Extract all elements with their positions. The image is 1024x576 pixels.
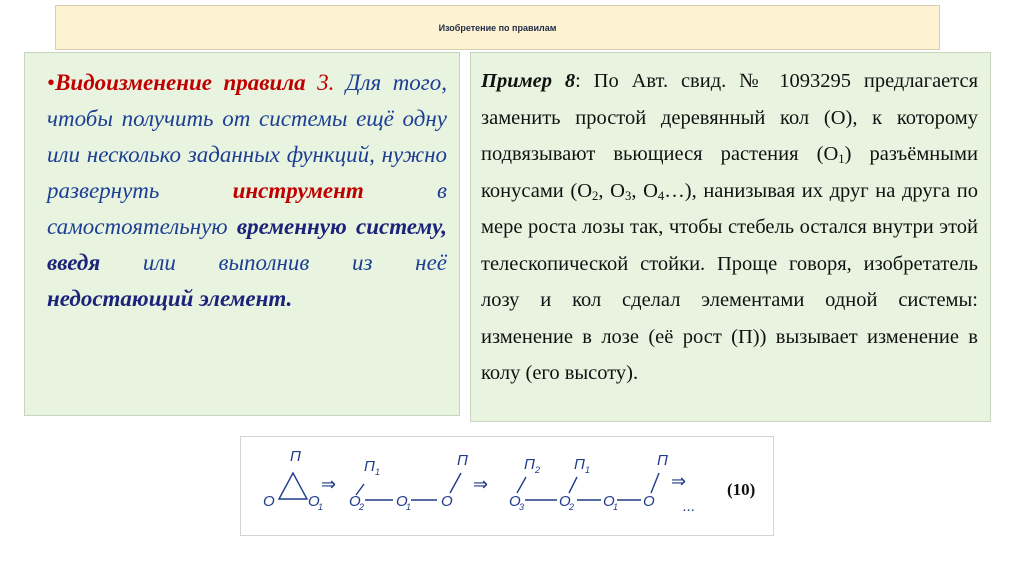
label-o: O: [441, 493, 453, 510]
rule-text-2: в самостоятельную: [47, 178, 447, 239]
sub-2: 2: [359, 502, 365, 512]
rule-text-3: или выполнив из неё: [100, 250, 447, 275]
rule-panel: [24, 52, 460, 416]
slide-title-bar: [55, 5, 940, 50]
example-t4: , О: [631, 179, 658, 202]
label-p: П: [457, 452, 468, 469]
sub-1: 1: [375, 467, 381, 477]
bullet-icon: •: [47, 70, 56, 95]
example-t1: : По Авт. свид. № 1093295 предлагается заменить простой деревянный кол (О), к которому подвязывают вьющиеся растения (О: [481, 70, 979, 165]
triangle-shape: [279, 473, 307, 499]
label-o: O: [263, 493, 275, 510]
arrow-icon: ⇒: [473, 474, 489, 495]
example-panel: [470, 52, 991, 422]
sub-2: 2: [535, 465, 541, 475]
label-o2: O: [349, 493, 361, 510]
diagram-line: [450, 473, 461, 493]
label-o3: O: [509, 493, 521, 510]
arrow-icon: ⇒: [671, 471, 687, 492]
sub-1: 1: [406, 502, 412, 512]
ellipsis: ...: [683, 498, 696, 515]
su-field-diagram: [240, 436, 774, 536]
rule-highlight-missing-element: недостающий элемент.: [47, 286, 293, 311]
label-o1: O: [308, 493, 320, 510]
example-sub-4: 4: [657, 188, 665, 203]
rule-text-1: Для того, чтобы получить от системы ещё одну или несколько заданных функций, нужно развернуть: [47, 70, 448, 203]
diagram-line: [651, 473, 659, 493]
sub-3: 3: [519, 502, 525, 512]
rule-text: [47, 65, 447, 317]
label-p: П: [290, 448, 301, 465]
example-text: [481, 63, 978, 392]
example-t3: , О: [598, 179, 625, 202]
example-sub-2: 2: [592, 188, 599, 203]
example-t2: ) разъёмными конусами (О: [481, 143, 978, 202]
diagram-line: [517, 477, 526, 493]
example-sub-1: 1: [838, 152, 845, 167]
sub-2: 2: [569, 502, 575, 512]
arrow-icon: ⇒: [321, 474, 337, 495]
diagram-line: [569, 477, 577, 493]
label-o: O: [643, 493, 655, 510]
example-t5: …), нанизывая их друг на друга по мере роста лозы так, чтобы стебель остался внутри этой телескопической стойки. Проще говоря, изобретатель лозу и кол сделал элементами одной системы: изменение в лозе (её рост (П)) вызывает изменение в колу (его высоту).: [481, 179, 978, 384]
label-p1: П: [574, 456, 585, 473]
example-label: Пример 8: [481, 70, 576, 92]
rule-heading: Видоизменение правила: [55, 70, 306, 95]
example-sub-3: 3: [624, 188, 632, 203]
rule-highlight-instrument: инструмент: [232, 178, 364, 203]
slide-title: Изобретение по правилам: [438, 22, 557, 33]
sub-1: 1: [613, 502, 619, 512]
diagram-svg: [241, 437, 775, 537]
label-o2: O: [559, 493, 571, 510]
label-o1: O: [603, 493, 615, 510]
label-p1: П: [364, 458, 375, 475]
rule-number: 3: [317, 70, 329, 95]
rule-period: .: [328, 70, 335, 95]
sub-1: 1: [585, 465, 591, 475]
label-p: П: [657, 452, 668, 469]
sub-1: 1: [318, 502, 324, 512]
label-p2: П: [524, 456, 535, 473]
rule-highlight-temp-system: временную систему, введя: [47, 214, 447, 275]
label-o1: O: [396, 493, 408, 510]
equation-number: (10): [727, 480, 756, 499]
